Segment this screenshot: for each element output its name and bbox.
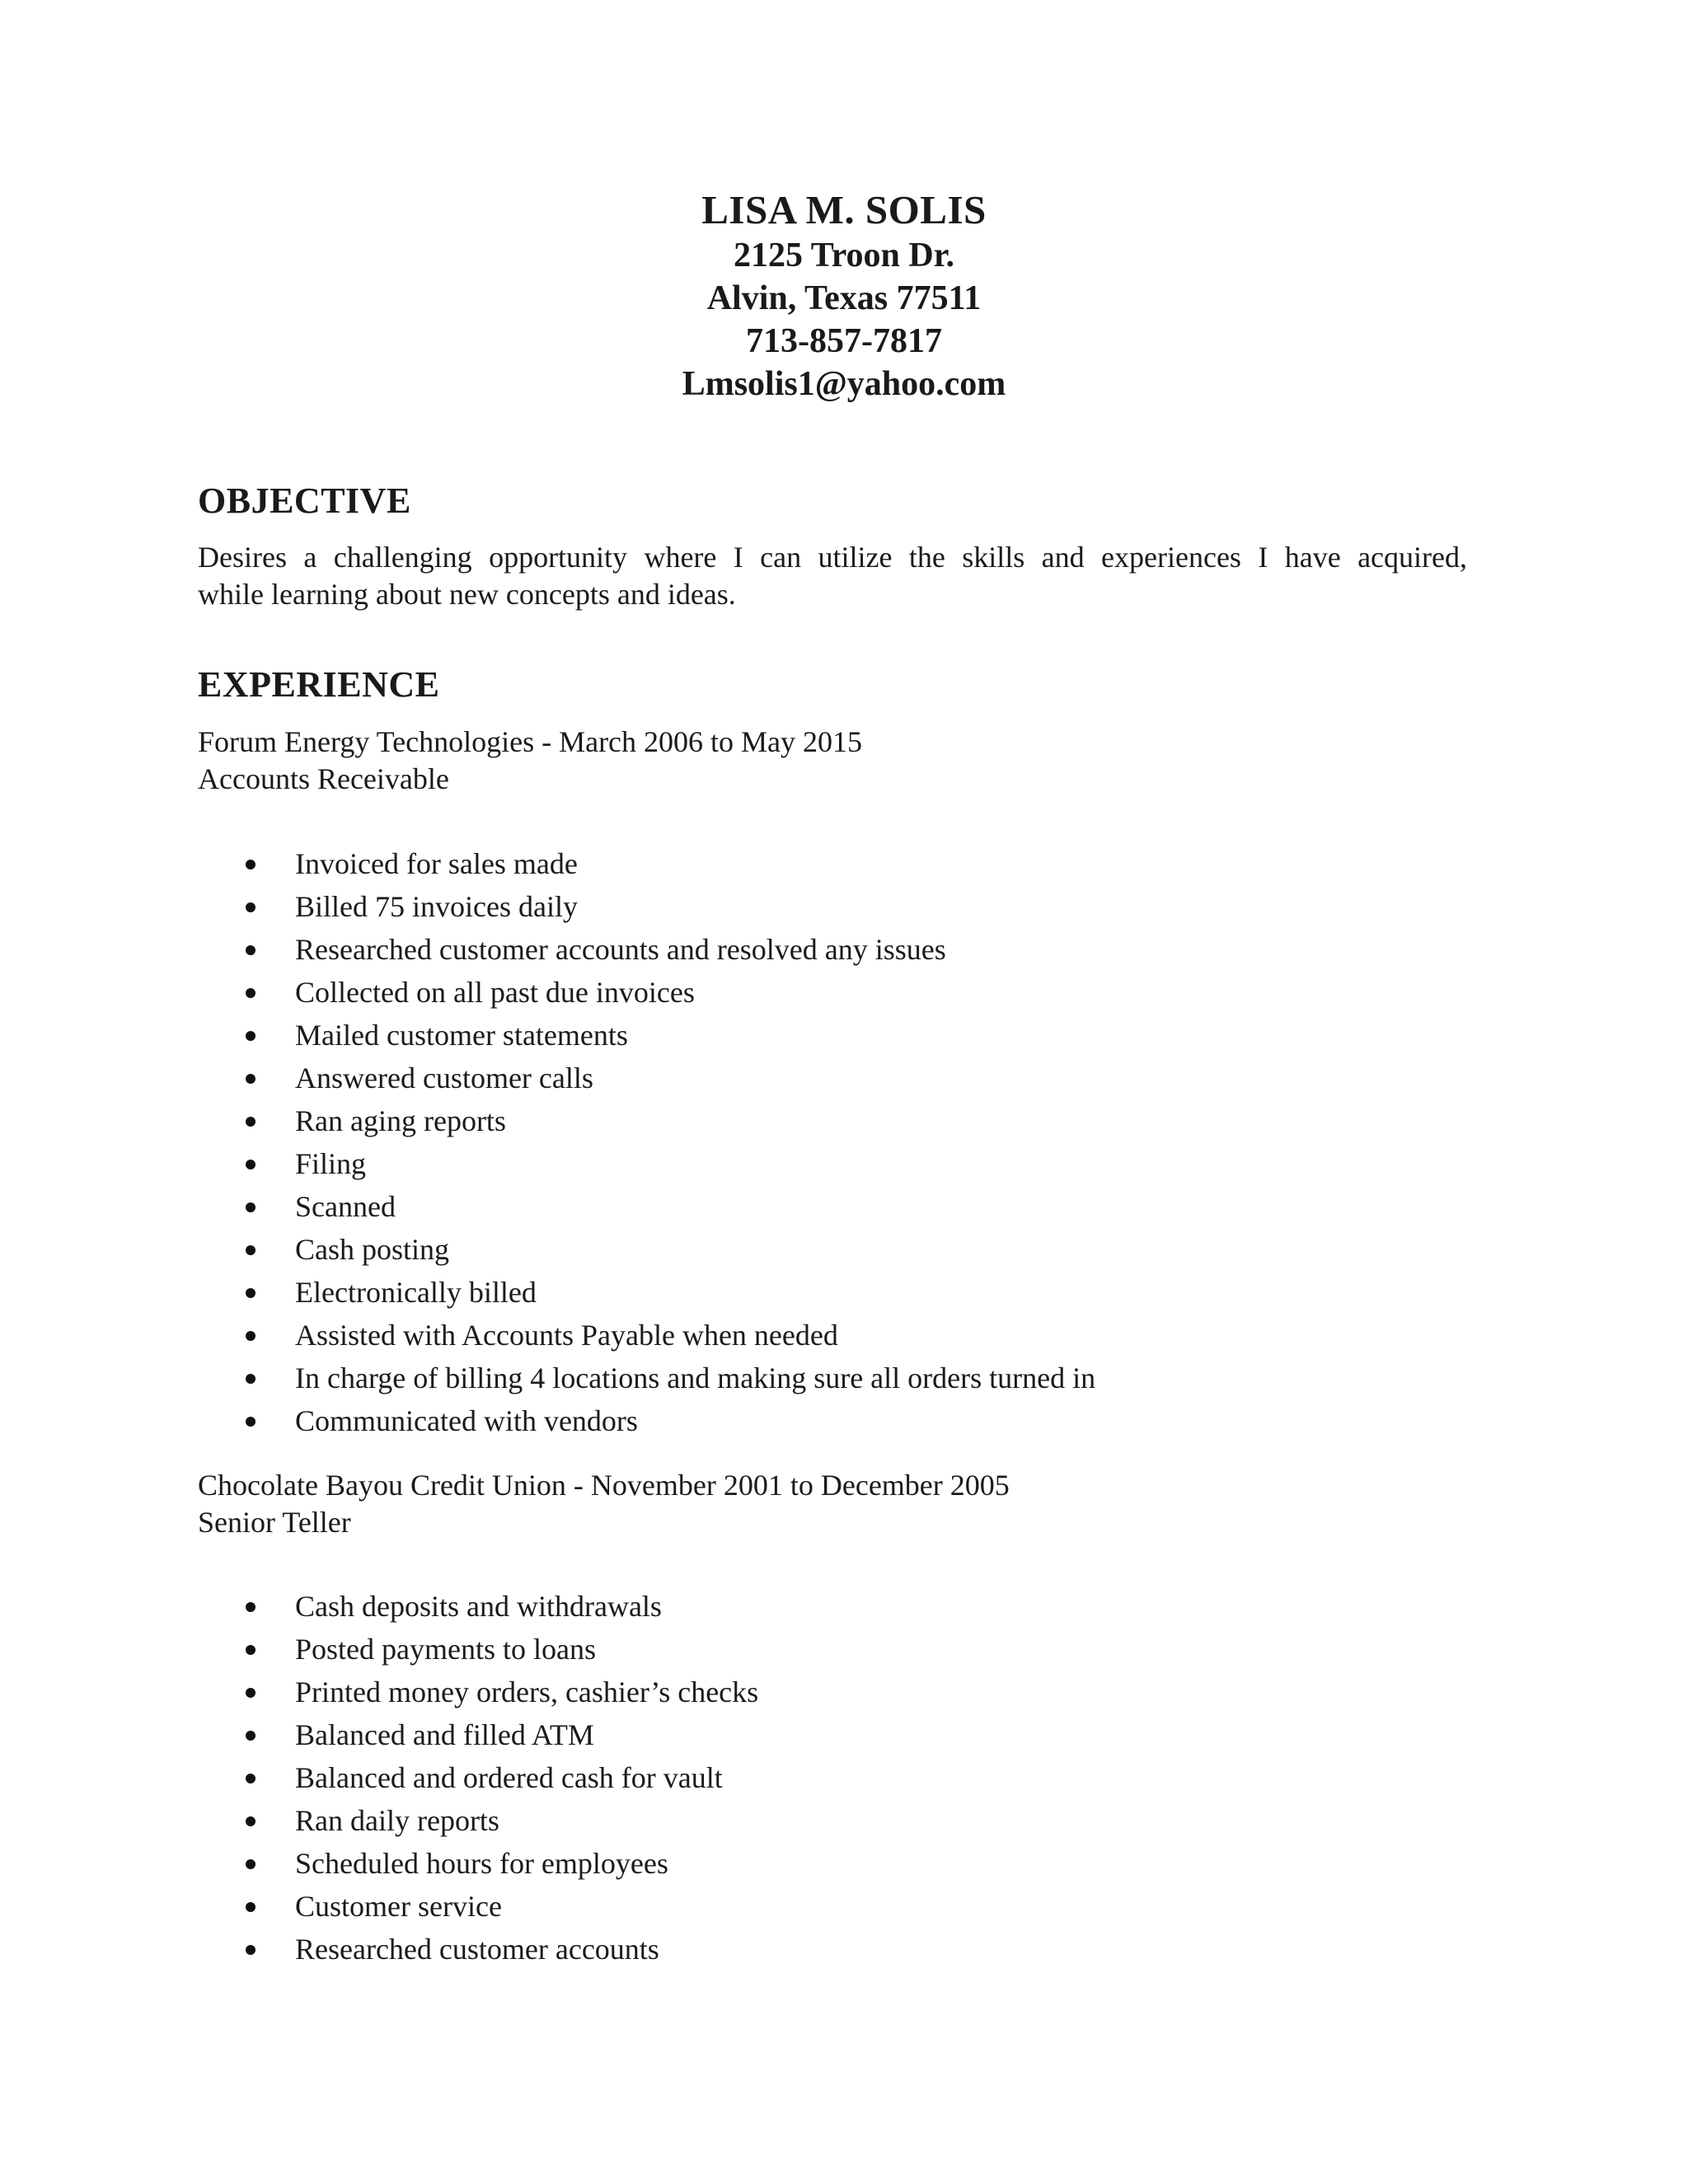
bullet-icon: [246, 1859, 256, 1869]
bullet-icon: [246, 1645, 256, 1655]
duty-text: Ran daily reports: [295, 1804, 499, 1837]
duty-text: Billed 75 invoices daily: [295, 890, 578, 923]
list-item: [198, 1799, 758, 1842]
list-item: [198, 1271, 1095, 1314]
duty-text: Researched customer accounts: [295, 1933, 659, 1966]
objective-line-1: Desires a challenging opportunity where I can utilize the skills and experiences I have acquired,: [198, 541, 1467, 574]
bullet-icon: [246, 1417, 256, 1427]
duty-text: Invoiced for sales made: [295, 847, 578, 880]
list-item: [198, 1756, 758, 1799]
duty-text: Filing: [295, 1147, 367, 1180]
city-state-zip: Alvin, Texas 77511: [706, 279, 982, 317]
bullet-icon: [246, 1816, 256, 1826]
email-address: Lmsolis1@yahoo.com: [682, 365, 1006, 403]
duty-text: Printed money orders, cashier’s checks: [295, 1675, 759, 1708]
list-item: [198, 1628, 758, 1671]
bullet-icon: [246, 1074, 256, 1084]
duty-text: Customer service: [295, 1890, 502, 1923]
duty-text: Assisted with Accounts Payable when needed: [295, 1319, 838, 1352]
list-item: [198, 1185, 1095, 1228]
duty-text: Posted payments to loans: [295, 1633, 596, 1666]
bullet-icon: [246, 860, 256, 869]
bullet-icon: [246, 1031, 256, 1041]
list-item: [198, 1099, 1095, 1142]
list-item: [198, 1885, 758, 1928]
duty-text: Ran aging reports: [295, 1104, 506, 1137]
experience-heading: EXPERIENCE: [198, 664, 440, 705]
bullet-icon: [246, 1945, 256, 1955]
bullet-icon: [246, 1331, 256, 1341]
list-item: [198, 928, 1095, 971]
objective-line-2: while learning about new concepts and ideas.: [198, 578, 736, 611]
bullet-icon: [246, 1117, 256, 1127]
bullet-icon: [246, 988, 256, 998]
list-item: [198, 1142, 1095, 1185]
phone-number: 713-857-7817: [746, 322, 942, 360]
list-item: [198, 885, 1095, 928]
applicant-name: LISA M. SOLIS: [701, 187, 987, 232]
duty-text: Collected on all past due invoices: [295, 976, 695, 1009]
list-item: [198, 971, 1095, 1014]
duty-text: Electronically billed: [295, 1276, 537, 1309]
bullet-icon: [246, 1688, 256, 1698]
job-2-position: Senior Teller: [198, 1506, 351, 1539]
bullet-icon: [246, 1731, 256, 1741]
list-item: [198, 1585, 758, 1628]
duty-text: Communicated with vendors: [295, 1404, 638, 1437]
objective-heading: OBJECTIVE: [198, 480, 411, 521]
bullet-icon: [246, 945, 256, 955]
duty-text: Cash deposits and withdrawals: [295, 1590, 662, 1623]
list-item: [198, 1713, 758, 1756]
job-1-position: Accounts Receivable: [198, 762, 449, 795]
bullet-icon: [246, 1374, 256, 1384]
list-item: [198, 1842, 758, 1885]
bullet-icon: [246, 1774, 256, 1783]
duty-text: Balanced and filled ATM: [295, 1718, 594, 1751]
job-2-duties-list: [198, 1585, 758, 1971]
objective-text: [198, 539, 1467, 613]
job-1-duties-list: [198, 842, 1095, 1442]
duty-text: Answered customer calls: [295, 1062, 593, 1094]
list-item: [198, 1228, 1095, 1271]
list-item: [198, 1057, 1095, 1099]
duty-text: Mailed customer statements: [295, 1019, 628, 1052]
list-item: [198, 1399, 1095, 1442]
bullet-icon: [246, 1202, 256, 1212]
job-1-employer-dates: Forum Energy Technologies - March 2006 to May 2015: [198, 725, 863, 758]
list-item: [198, 1314, 1095, 1357]
duty-text: Balanced and ordered cash for vault: [295, 1761, 723, 1794]
bullet-icon: [246, 902, 256, 912]
list-item: [198, 1357, 1095, 1399]
duty-text: Scanned: [295, 1190, 396, 1223]
list-item: [198, 842, 1095, 885]
bullet-icon: [246, 1288, 256, 1298]
list-item: [198, 1671, 758, 1713]
list-item: [198, 1928, 758, 1971]
bullet-icon: [246, 1160, 256, 1169]
bullet-icon: [246, 1902, 256, 1912]
bullet-icon: [246, 1602, 256, 1612]
duty-text: Cash posting: [295, 1233, 450, 1266]
bullet-icon: [246, 1245, 256, 1255]
contact-header: [0, 186, 1688, 405]
street-address: 2125 Troon Dr.: [734, 237, 954, 274]
duty-text: In charge of billing 4 locations and making sure all orders turned in: [295, 1361, 1096, 1394]
duty-text: Researched customer accounts and resolved any issues: [295, 933, 946, 966]
duty-text: Scheduled hours for employees: [295, 1847, 668, 1880]
list-item: [198, 1014, 1095, 1057]
job-2-employer-dates: Chocolate Bayou Credit Union - November 2001 to December 2005: [198, 1469, 1010, 1502]
